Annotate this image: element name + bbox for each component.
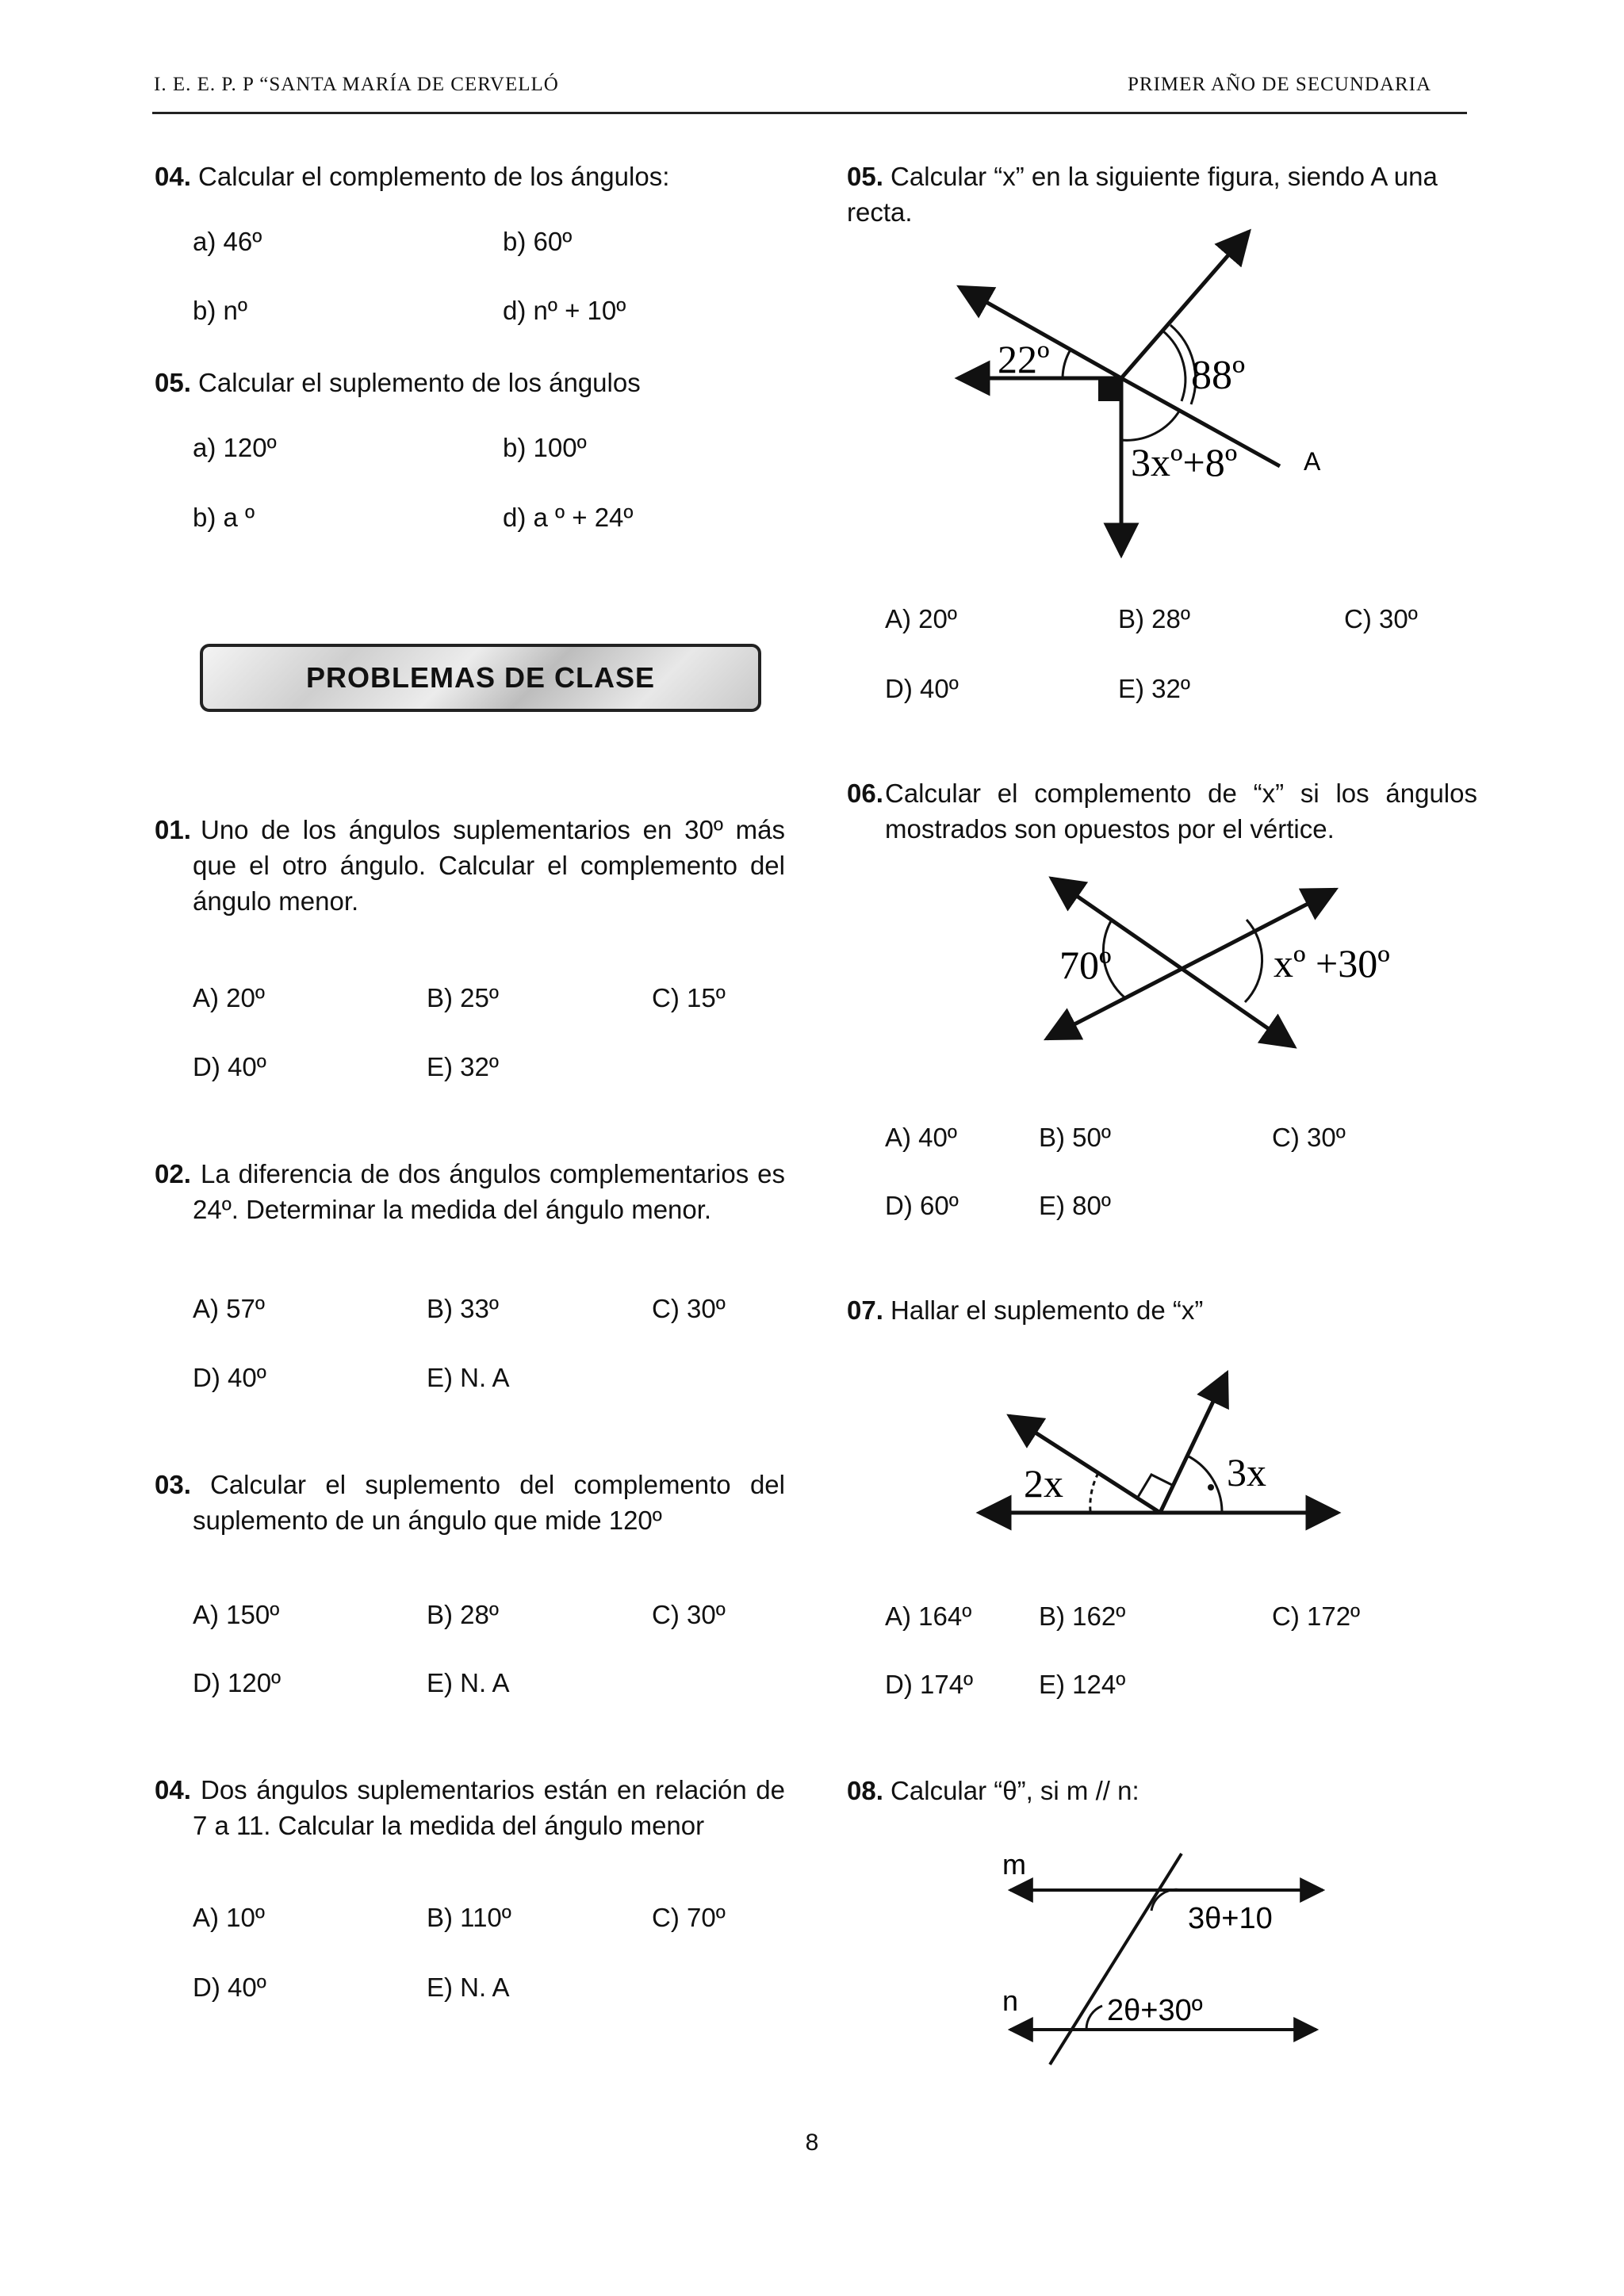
exercise-05-supplement bbox=[155, 365, 789, 400]
header-rule bbox=[152, 112, 1467, 114]
option-e: E) 80º bbox=[1039, 1191, 1111, 1220]
problem-number: 08. bbox=[847, 1776, 883, 1805]
item: b) 100º bbox=[503, 433, 587, 462]
problem-number: 01. bbox=[155, 815, 191, 844]
option-c: C) 70º bbox=[652, 1903, 726, 1932]
option-e: E) N. A bbox=[427, 1668, 510, 1697]
option-a: A) 20º bbox=[193, 983, 265, 1012]
problem-text: Dos ángulos suplementarios están en relación de 7 a 11. Calcular la medida del ángulo menor bbox=[193, 1775, 785, 1840]
problem-08 bbox=[847, 1773, 1481, 1808]
option-d: D) 174º bbox=[885, 1670, 974, 1699]
option-b: B) 162º bbox=[1039, 1601, 1126, 1631]
header-school: I. E. E. P. P “SANTA MARÍA DE CERVELLÓ bbox=[154, 74, 559, 95]
option-a: A) 164º bbox=[885, 1601, 972, 1631]
angle-label-x-30: xº +30º bbox=[1274, 941, 1390, 985]
angle-label-2x: 2x bbox=[1024, 1461, 1063, 1506]
item: b) a º bbox=[193, 503, 255, 532]
angle-label-70: 70º bbox=[1059, 943, 1112, 987]
item: d) nº + 10º bbox=[503, 296, 626, 325]
item: a) 120º bbox=[193, 433, 277, 462]
option-d: D) 40º bbox=[193, 1363, 266, 1392]
angle-label-2theta: 2θ+30º bbox=[1107, 1994, 1203, 2027]
option-b: B) 110º bbox=[427, 1903, 511, 1932]
option-d: D) 40º bbox=[885, 674, 959, 703]
problem-text: Calcular el suplemento del complemento del suplemento de un ángulo que mide 120º bbox=[193, 1470, 785, 1535]
option-a: A) 40º bbox=[885, 1123, 957, 1152]
option-e: E) N. A bbox=[427, 1973, 510, 2002]
option-b: B) 28º bbox=[427, 1600, 499, 1629]
problem-number: 04. bbox=[155, 1775, 191, 1804]
option-c: C) 30º bbox=[1344, 604, 1418, 633]
angle-label-3theta: 3θ+10 bbox=[1188, 1902, 1273, 1935]
figure-07 bbox=[971, 1356, 1352, 1538]
angle-label-22: 22º bbox=[998, 337, 1050, 381]
option-a: A) 20º bbox=[885, 604, 957, 633]
problem-text: Hallar el suplemento de “x” bbox=[891, 1295, 1204, 1325]
option-b: B) 33º bbox=[427, 1294, 499, 1323]
option-a: A) 57º bbox=[193, 1294, 265, 1323]
line-label-n: n bbox=[1002, 1984, 1019, 2017]
header-grade: PRIMER AÑO DE SECUNDARIA bbox=[1128, 74, 1432, 95]
problem-text: Calcular “x” en la siguiente figura, siendo A una recta. bbox=[847, 162, 1438, 227]
option-e: E) 32º bbox=[1118, 674, 1190, 703]
section-banner-title: PROBLEMAS DE CLASE bbox=[305, 661, 656, 694]
option-c: C) 15º bbox=[652, 983, 726, 1012]
option-c: C) 30º bbox=[652, 1600, 726, 1629]
option-b: B) 28º bbox=[1118, 604, 1190, 633]
option-c: C) 30º bbox=[1272, 1123, 1346, 1152]
figure-05 bbox=[912, 214, 1356, 571]
item: a) 46º bbox=[193, 227, 262, 256]
option-e: E) N. A bbox=[427, 1363, 510, 1392]
exercise-text: Calcular el suplemento de los ángulos bbox=[198, 368, 641, 397]
option-d: D) 40º bbox=[193, 1973, 266, 2002]
problem-07 bbox=[847, 1292, 1481, 1328]
option-d: D) 120º bbox=[193, 1668, 282, 1697]
option-b: B) 25º bbox=[427, 983, 499, 1012]
exercise-number: 04. bbox=[155, 162, 191, 191]
option-c: C) 30º bbox=[652, 1294, 726, 1323]
angle-label-88: 88º bbox=[1191, 353, 1246, 398]
problem-number: 06. bbox=[847, 779, 883, 808]
page-number: 8 bbox=[805, 2130, 819, 2156]
problem-number: 03. bbox=[155, 1470, 191, 1499]
figure-06 bbox=[1031, 872, 1396, 1062]
option-e: E) 124º bbox=[1039, 1670, 1126, 1699]
problem-number: 05. bbox=[847, 162, 883, 191]
item: b) nº bbox=[193, 296, 247, 325]
problem-text: Calcular el complemento de “x” si los ángulos mostrados son opuestos por el vértice. bbox=[885, 779, 1477, 844]
item: d) a º + 24º bbox=[503, 503, 634, 532]
option-b: B) 50º bbox=[1039, 1123, 1111, 1152]
option-d: D) 40º bbox=[193, 1052, 266, 1081]
problem-text: Uno de los ángulos suplementarios en 30º más que el otro ángulo. Calcular el complemento del ángulo menor. bbox=[193, 815, 785, 916]
option-a: A) 150º bbox=[193, 1600, 280, 1629]
problem-text: La diferencia de dos ángulos complementarios es 24º. Determinar la medida del ángulo menor. bbox=[193, 1159, 785, 1224]
exercise-04-complement bbox=[155, 159, 789, 194]
problem-number: 02. bbox=[155, 1159, 191, 1188]
figure-08 bbox=[991, 1839, 1340, 2077]
option-c: C) 172º bbox=[1272, 1601, 1361, 1631]
problem-text: Calcular “θ”, si m // n: bbox=[891, 1776, 1139, 1805]
option-e: E) 32º bbox=[427, 1052, 499, 1081]
angle-label-3x: 3x bbox=[1227, 1450, 1266, 1494]
line-label-a: A bbox=[1304, 447, 1321, 476]
line-label-m: m bbox=[1002, 1848, 1026, 1881]
section-banner bbox=[200, 644, 761, 712]
item: b) 60º bbox=[503, 227, 573, 256]
exercise-number: 05. bbox=[155, 368, 191, 397]
exercise-text: Calcular el complemento de los ángulos: bbox=[198, 162, 670, 191]
option-a: A) 10º bbox=[193, 1903, 265, 1932]
angle-label-3x-8: 3xº+8º bbox=[1131, 440, 1238, 484]
problem-number: 07. bbox=[847, 1295, 883, 1325]
option-d: D) 60º bbox=[885, 1191, 959, 1220]
